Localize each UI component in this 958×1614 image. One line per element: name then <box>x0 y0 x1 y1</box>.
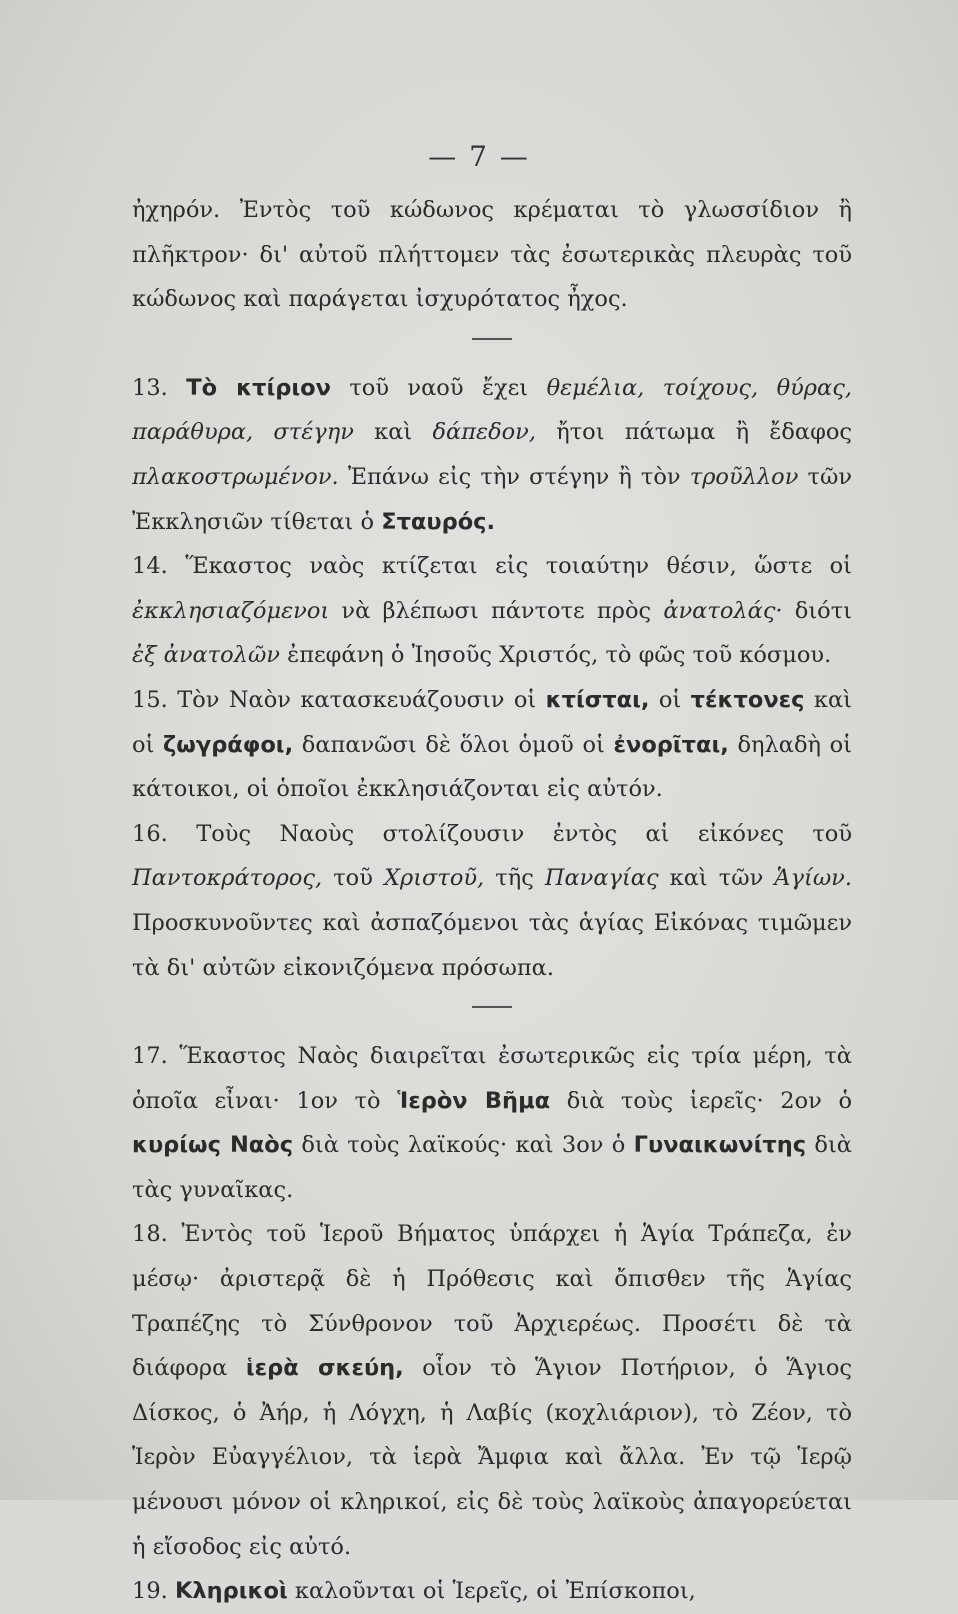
text-run: οἱ <box>649 686 691 713</box>
text-run: Ἐπάνω εἰς τὴν στέγην ἢ τὸν <box>338 463 690 490</box>
text-run: τῶν Ἐκκλησιῶν τίθεται ὁ <box>132 463 853 535</box>
text-run: ἤτοι πάτωμα ἢ ἔδαφος <box>536 419 852 446</box>
paragraph-13 <box>132 366 852 544</box>
bold-term: κυρίως Ναὸς <box>132 1132 294 1159</box>
text-run: καὶ <box>353 419 433 446</box>
italic-term: τροῦλλον <box>689 463 799 490</box>
paragraph-17 <box>132 1034 852 1212</box>
italic-term: πλακοστρωμένον. <box>132 463 339 490</box>
text-run: διὰ τοὺς ἱερεῖς· 2ον ὁ <box>550 1087 852 1114</box>
bold-term: Γυναικωνίτης <box>633 1132 807 1159</box>
text-run: Τοὺς Ναοὺς στολίζουσιν ἐντὸς αἱ εἰκόνες τοῦ <box>167 820 852 847</box>
bold-term: Τὸ κτίριον <box>186 374 331 401</box>
text-run: διὰ τὰς γυναῖκας. <box>132 1132 852 1203</box>
bold-term: ζωγράφοι, <box>163 731 294 758</box>
paragraph-number: 19. <box>132 1578 168 1605</box>
text-run: καὶ οἱ <box>132 686 853 758</box>
text-run: τοῦ <box>322 865 384 892</box>
body-text <box>132 188 852 1614</box>
text-run: καλοῦνται οἱ Ἱερεῖς, οἱ Ἐπίσκοποι, <box>287 1578 696 1605</box>
text-run: δαπανῶσι δὲ ὅλοι ὁμοῦ οἱ <box>293 731 614 758</box>
bold-term: Σταυρός. <box>381 508 496 535</box>
bold-term: ἱερὰ σκεύη, <box>245 1355 404 1382</box>
italic-term: ἐκκλησιαζόμενοι <box>132 597 330 624</box>
text-run: ἐπεφάνη ὁ Ἰησοῦς Χριστός, τὸ φῶς τοῦ κόσμου. <box>279 642 832 669</box>
paragraph-number: 14. <box>132 553 168 580</box>
text-run: διὰ τοὺς λαϊκούς· καὶ 3ον ὁ <box>293 1132 634 1159</box>
italic-term: δάπεδον, <box>432 419 536 446</box>
text-run: νὰ βλέπωσι πάντοτε πρὸς <box>329 597 664 624</box>
paragraph-continuation <box>132 188 852 322</box>
text-run: τοῦ ναοῦ ἔχει <box>330 374 547 401</box>
paragraph-14 <box>132 544 852 678</box>
text-run: καὶ τῶν <box>658 865 775 892</box>
paragraph-number: 16. <box>132 820 168 847</box>
bold-term: Ἱερὸν Βῆμα <box>397 1087 551 1114</box>
section-divider <box>472 338 512 340</box>
text-run: Τὸν Ναὸν κατασκευάζουσιν οἱ <box>167 686 546 713</box>
paragraph-15 <box>132 678 852 812</box>
italic-term: ἀνατολάς· <box>663 597 783 624</box>
text-run: διότι <box>782 597 852 624</box>
paragraph-number: 17. <box>132 1043 168 1070</box>
paragraph-18 <box>132 1212 852 1569</box>
paragraph-19 <box>132 1569 852 1614</box>
page-number: — 7 — <box>428 140 530 173</box>
bold-term: Κληρικοὶ <box>174 1578 288 1605</box>
italic-term: Ἁγίων. <box>774 865 852 892</box>
italic-term: Παντοκράτορος, <box>132 865 323 892</box>
bold-term: τέκτονες <box>690 686 805 713</box>
text-run: Ἐντὸς τοῦ Ἱεροῦ Βήματος ὑπάρχει ἡ Ἁγία Τράπεζα, ἐν μέσῳ· ἀριστερᾷ δὲ ἡ Πρόθεσις καὶ ὄπισθεν τῆς Ἁγίας Τραπέζης τὸ Σύνθρονον τοῦ Ἀρχιερέως. Προσέτι δὲ τὰ διάφορα <box>132 1221 852 1382</box>
text-run: δηλαδὴ οἱ κάτοικοι, οἱ ὁποῖοι ἐκκλησιάζονται εἰς αὐτόν. <box>132 731 852 803</box>
text-run: τῆς <box>484 865 545 892</box>
italic-term: Χριστοῦ, <box>383 865 485 892</box>
bold-term: ἐνορῖται, <box>613 731 729 758</box>
text-run: Ἕκαστος Ναὸς διαιρεῖται ἐσωτερικῶς εἰς τρία μέρη, τὰ ὁποῖα εἶναι· 1ον τὸ <box>132 1043 852 1114</box>
text-run: Ἕκαστος ναὸς κτίζεται εἰς τοιαύτην θέσιν, ὥστε οἱ <box>167 553 852 580</box>
italic-term: θεμέλια, τοίχους, θύρας, παράθυρα, στέγην <box>132 374 852 446</box>
paragraph-number: 18. <box>132 1221 168 1248</box>
italic-term: Παναγίας <box>544 865 659 892</box>
bold-term: κτίσται, <box>545 686 650 713</box>
text-run: οἷον τὸ Ἅγιον Ποτήριον, ὁ Ἅγιος Δίσκος, ὁ Ἀήρ, ἡ Λόγχη, ἡ Λαβίς (κοχλιάριον), τὸ Ζέον, τὸ Ἱερὸν Εὐαγγέλιον, τὰ ἱερὰ Ἄμφια καὶ ἄλλα. Ἐν τῷ Ἱερῷ μένουσι μόνον οἱ κληρικοί, εἰς δὲ τοὺς λαϊκοὺς ἀπαγορεύεται ἡ εἴσοδος εἰς αὐτό. <box>132 1355 852 1560</box>
italic-term: ἐξ ἀνατολῶν <box>132 642 280 669</box>
text-run: Προσκυνοῦντες καὶ ἀσπαζόμενοι τὰς ἁγίας Εἰκόνας τιμῶμεν τὰ δι' αὐτῶν εἰκονιζόμενα πρόσωπα. <box>132 909 852 981</box>
paragraph-number: 13. <box>132 374 168 401</box>
text-run: ἠχηρόν. Ἐντὸς τοῦ κώδωνος κρέμαται τὸ γλωσσίδιον ἢ πλῆκτρον· δι' αὐτοῦ πλήττομεν τὰς ἐσωτερικὰς πλευρὰς τοῦ κώδωνος καὶ παράγεται ἰσχυρότατος ἦχος. <box>132 197 852 313</box>
paragraph-number: 15. <box>132 686 168 713</box>
paragraph-16 <box>132 812 852 990</box>
section-divider <box>472 1006 512 1008</box>
